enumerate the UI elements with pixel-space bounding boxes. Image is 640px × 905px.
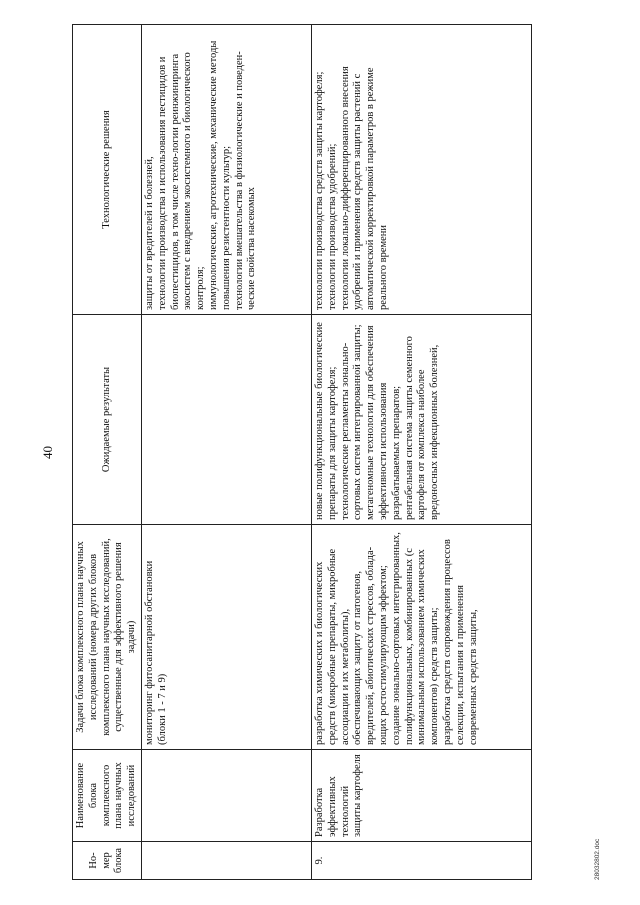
cell-paragraph: технологические регламенты зонально-сортовых систем интегрированной защиты; <box>339 324 364 520</box>
cell-expected-results <box>141 315 311 525</box>
cell-block-number: 9. <box>311 842 531 880</box>
header-block-number: Но- мер блока <box>73 842 142 880</box>
cell-paragraph: рентабельная система защиты семенного картофеля от комплекса наиболее вредоносных инфекционных болезней, <box>403 336 441 520</box>
cell-tech-solutions <box>311 25 531 315</box>
research-plan-table <box>72 24 532 880</box>
cell-paragraph: иммунологические, агротехнические, механические методы повышения резистентности культур; <box>207 40 232 310</box>
cell-paragraph: защиты от вредителей и болезней, <box>143 156 155 310</box>
cell-paragraph: технологии вмешательства в физиологические и поведен-ческие свойства насекомых <box>233 51 258 310</box>
rotated-document-page <box>40 25 600 880</box>
cell-tasks <box>311 525 531 750</box>
header-tasks: Задачи блока комплексного плана научных исследований (номера других блоков комплексного плана научных исследований, существенные для эффективного решения задачи) <box>73 525 142 750</box>
cell-paragraph: технологии производства и использования пестицидов и биопестицидов, в том числе техно-логии реинжиниринга экосистем с внедрением экосистемного и биологического контроля; <box>156 52 207 310</box>
cell-paragraph: разработка средств сопровождения процессов селекции, испытания и применения современных средств защиты, <box>441 539 479 745</box>
cell-paragraph: технологии производства средств защиты картофеля; <box>313 71 325 310</box>
table-header-row <box>73 25 142 880</box>
cell-tech-solutions <box>141 25 311 315</box>
cell-paragraph: новые полифункциональные биологические препараты для защиты картофеля; <box>313 322 338 520</box>
cell-tasks <box>141 525 311 750</box>
header-expected-results: Ожидаемые результаты <box>73 315 142 525</box>
cell-paragraph: метагеномные технологии для обеспечения эффективности использования разрабатываемых препаратов; <box>365 325 402 520</box>
cell-block-name <box>141 750 311 842</box>
footer-file-code: 28032802.doc <box>594 838 601 880</box>
table-row <box>141 25 311 880</box>
cell-paragraph: технологии производства удобрений; <box>326 143 338 310</box>
header-tech-solutions: Технологические решения <box>73 25 142 315</box>
cell-expected-results <box>311 315 531 525</box>
table-row <box>311 25 531 880</box>
cell-paragraph: технологии локально-дифференцированного внесения удобрений и применения средств защиты растений с автоматической корректировкой параметров в режиме реального времени <box>339 66 389 310</box>
cell-paragraph: мониторинг фитосанитарной обстановки (блоки 1 - 7 и 9) <box>143 560 168 745</box>
page-number: 40 <box>40 446 55 459</box>
cell-paragraph: разработка химических и биологических средств (микробные препараты, микробные ассоциации и их метаболиты), <box>313 548 351 745</box>
cell-paragraph: обеспечивающих защиту от патогенов, вредителей, абиотических стрессов, облада-ющих ростостимулирующим эффектом; <box>352 546 389 745</box>
cell-block-name: Разработка эффективных технологий защиты картофеля <box>311 750 531 842</box>
header-block-name: Наименование блока комплексного плана научных исследований <box>73 750 142 842</box>
cell-block-number <box>141 842 311 880</box>
cell-paragraph: создание зонально-сортовых интегрированных, полифункциональных, комбинированных (с минимальным использованием химических компонентов) средств защиты; <box>390 532 441 745</box>
